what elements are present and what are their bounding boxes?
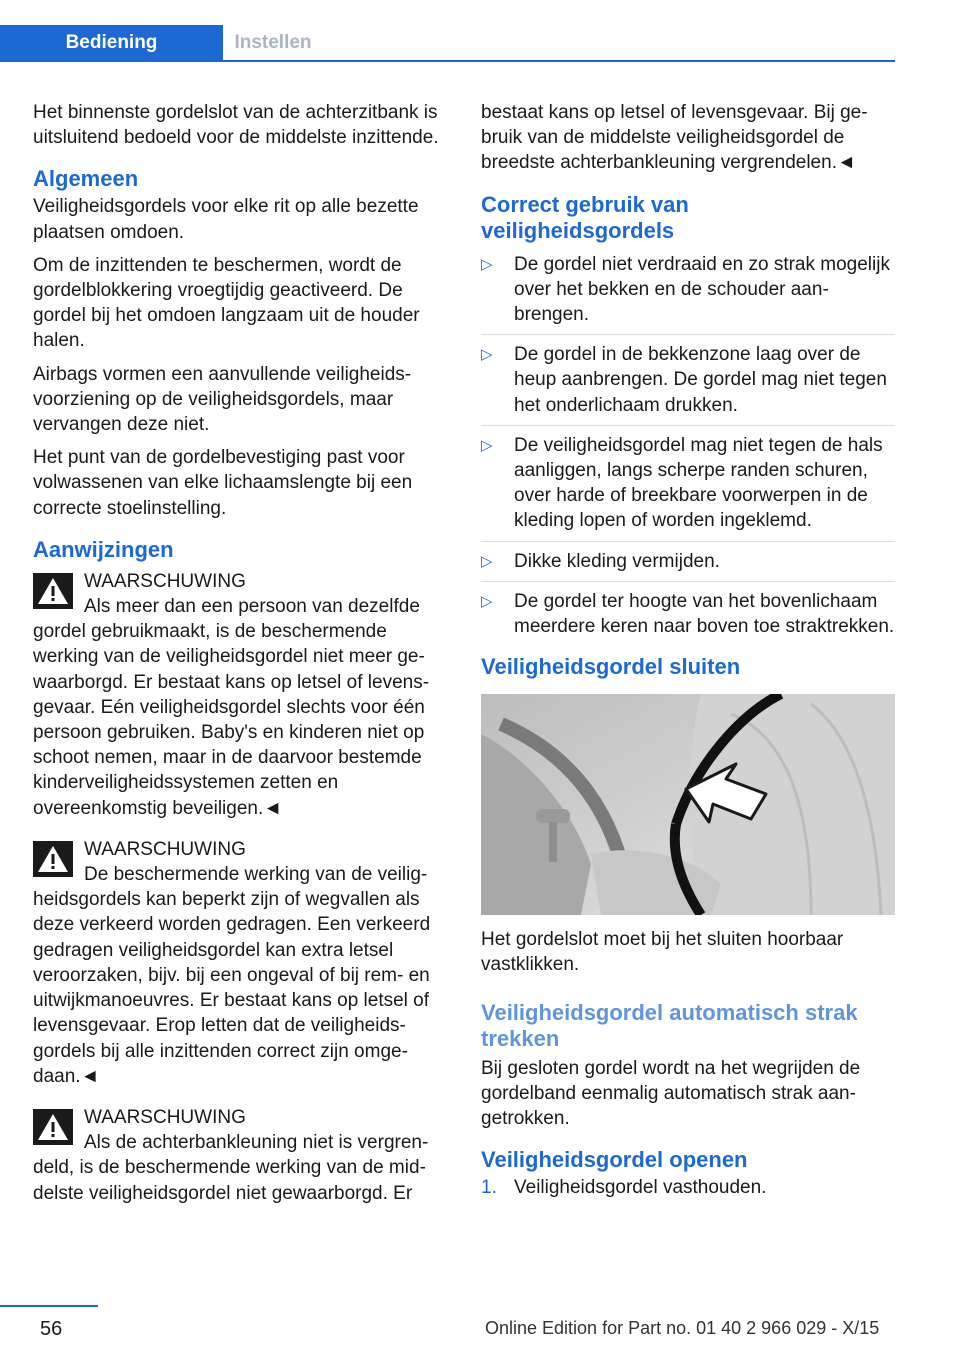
instruction-list	[481, 252, 895, 647]
strak-paragraph: Bij gesloten gordel wordt na het wegrijden de gordelband eenmalig automatisch strak aangetrokken.	[481, 1057, 861, 1130]
step-item	[481, 1175, 895, 1200]
step-number: 1.	[481, 1177, 497, 1199]
sluiten-paragraph: Het gordelslot moet bij het sluiten hoorbaar vastklikken.	[481, 929, 844, 976]
warning-block	[33, 1105, 447, 1206]
continued-paragraph: bestaat kans op letsel of levensgevaar. Bij gebruik van de middelste veiligheidsgordel de breedste achterbankleuning vergrendelen.◄	[481, 102, 868, 174]
warning-title: WAARSCHUWING	[84, 1106, 246, 1128]
triangle-bullet-icon: ▷	[481, 255, 493, 273]
page-number-rule	[0, 1305, 98, 1307]
triangle-bullet-icon: ▷	[481, 592, 493, 610]
warning-icon	[33, 1109, 73, 1145]
heading-automatisch-strak: Veiligheidsgordel automatisch strak trekken	[481, 999, 858, 1051]
step-text: Veiligheidsgordel vasthouden.	[514, 1177, 767, 1199]
warning-title: WAARSCHUWING	[84, 838, 246, 860]
triangle-bullet-icon: ▷	[481, 436, 493, 454]
warning-text: De beschermende werking van de veiligheidsgordels kan beperkt zijn of wegvallen als deze verkeerd worden gedragen. Een verkeerd gedragen veiligheidsgordel kan extra letsel veroorzaken, bijv. bij een ongeval of bij rem- en uitwijkmanoeuvres. Er bestaat kans op letsel of levensgevaar. Erop letten dat de veiligheidsgordels bij alle inzittenden correct zijn omgedaan.◄	[33, 864, 431, 1087]
warning-text: Als de achterbankleuning niet is vergrendeld, is de beschermende werking van de middelste veiligheidsgordel niet gewaarborgd. Er	[33, 1132, 429, 1204]
heading-algemeen: Algemeen	[33, 166, 139, 192]
list-item: ▷ De gordel in de bekkenzone laag over de heup aanbrengen. De gordel mag niet tegen het onderlichaam drukken.	[481, 342, 895, 426]
heading-aanwijzingen: Aanwijzingen	[33, 536, 174, 562]
page-number: 56	[40, 1318, 63, 1340]
paragraph: Airbags vormen een aanvullende veiligheidsvoorziening op de veiligheidsgordels, maar vervangen deze niet.	[33, 363, 412, 436]
list-item: ▷ De gordel niet verdraaid en zo strak mogelijk over het bekken en de schouder aanbrengen.	[481, 252, 895, 336]
seatbelt-photo	[481, 694, 895, 915]
paragraph: Om de inzittenden te beschermen, wordt de gordelblokkering vroegtijdig geactiveerd. De gordel bij het omdoen langzaam uit de houder halen.	[33, 254, 420, 352]
intro-paragraph: Het binnenste gordelslot van de achterzitbank is uitsluitend bedoeld voor de middelste inzittende.	[33, 102, 439, 149]
warning-icon	[33, 573, 73, 609]
tab-instellen[interactable]: Instellen	[234, 32, 312, 53]
right-column	[481, 100, 895, 1200]
heading-correct-gebruik: Correct gebruik van veiligheidsgordels	[481, 191, 689, 243]
list-item: ▷ De veiligheidsgordel mag niet tegen de hals aanliggen, langs scherpe randen schuren, over harde of breekbare voorwerpen in de kleding lopen of worden ingeklemd.	[481, 433, 895, 542]
warning-icon	[33, 841, 73, 877]
tab-bediening[interactable]: Bediening	[0, 25, 223, 61]
tab-underline	[0, 60, 895, 62]
warning-block	[33, 837, 447, 1089]
triangle-bullet-icon: ▷	[481, 346, 493, 364]
heading-openen: Veiligheidsgordel openen	[481, 1147, 748, 1173]
list-item: ▷ De gordel ter hoogte van het bovenlichaam meerdere keren naar boven toe straktrekken.	[481, 590, 895, 638]
paragraph: Het punt van de gordelbevestiging past voor volwassenen van elke lichaamslengte bij een correcte stoelinstelling.	[33, 447, 413, 519]
triangle-bullet-icon: ▷	[481, 552, 493, 570]
heading-sluiten: Veiligheidsgordel sluiten	[481, 654, 741, 680]
tab-bar	[0, 25, 895, 61]
list-item: ▷ Dikke kleding vermijden.	[481, 549, 895, 582]
warning-text: Als meer dan een persoon van dezelfde gordel gebruikmaakt, is de beschermende werking van de veiligheidsgordel niet meer gewaarborgd. Er bestaat kans op letsel of levensgevaar. Eén veiligheidsgordel slechts voor één persoon gebruiken. Baby's en kinderen niet op schoot nemen, maar in de daarvoor bestemde kinderveiligheidssystemen zetten en overeenkomstig beveiligen.◄	[33, 596, 430, 819]
seatbelt-illustration	[481, 694, 895, 915]
paragraph: Veiligheidsgordels voor elke rit op alle bezette plaatsen omdoen.	[33, 196, 419, 243]
warning-block	[33, 569, 447, 821]
left-column	[33, 100, 447, 1206]
warning-title: WAARSCHUWING	[84, 570, 246, 592]
footer-edition: Online Edition for Part no. 01 40 2 966 029 - X/15	[485, 1318, 880, 1338]
